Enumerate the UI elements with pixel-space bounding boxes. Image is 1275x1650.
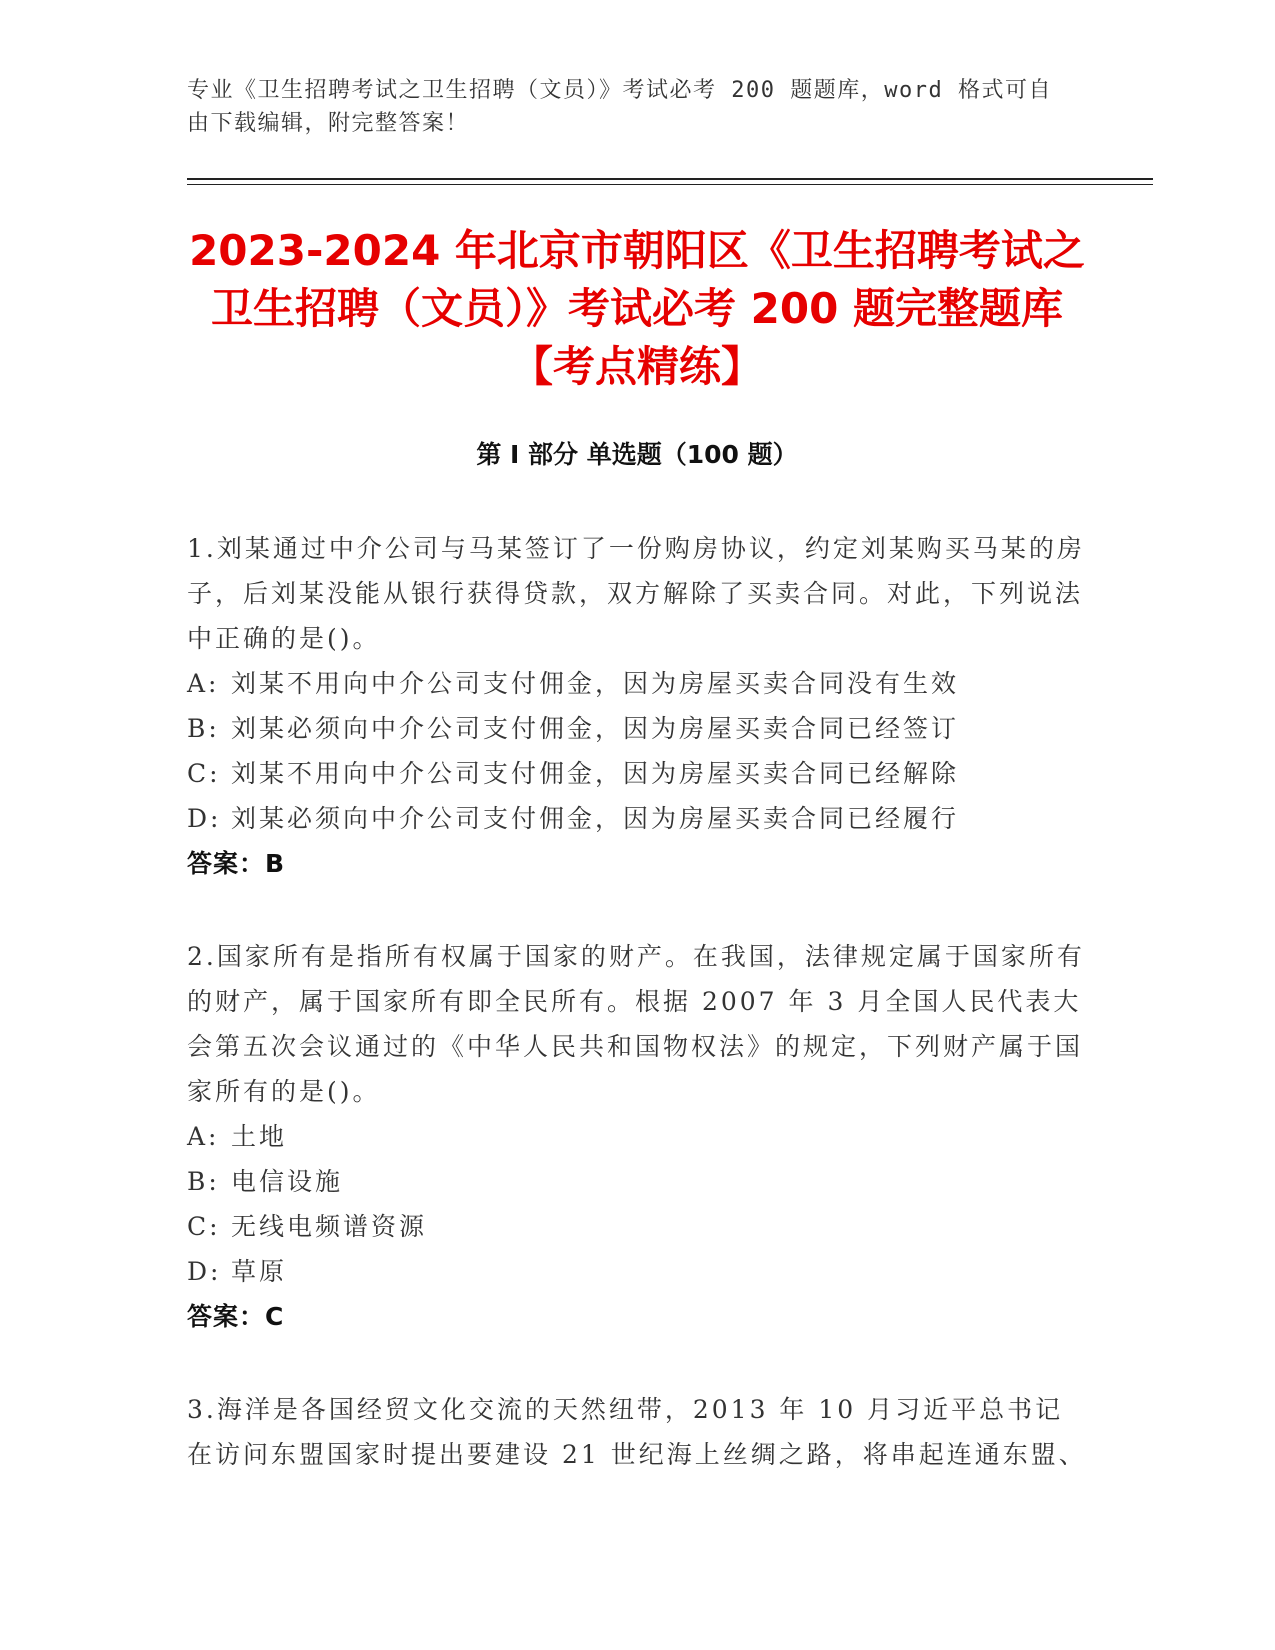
option-text: 电信设施 [231, 1167, 344, 1196]
option-key: C: [187, 1212, 221, 1241]
option-b [187, 706, 1087, 751]
option-text: 刘某不用向中介公司支付佣金，因为房屋买卖合同没有生效 [231, 669, 960, 698]
option-key: D: [187, 804, 222, 833]
option-key: C: [187, 759, 221, 788]
option-text: 刘某不用向中介公司支付佣金，因为房屋买卖合同已经解除 [231, 759, 960, 788]
header-note: 专业《卫生招聘考试之卫生招聘（文员）》考试必考 200 题题库，word 格式可自由下载编辑，附完整答案！ [187, 78, 1052, 136]
header-divider-thin [187, 184, 1153, 185]
option-a [187, 1114, 1087, 1159]
option-key: A: [187, 669, 220, 698]
option-b [187, 1159, 1087, 1204]
question-2 [187, 934, 1087, 1339]
option-d [187, 796, 1087, 841]
option-key: A: [187, 1122, 220, 1151]
option-d [187, 1249, 1087, 1294]
question-1 [187, 526, 1087, 886]
option-text: 无线电频谱资源 [231, 1212, 428, 1241]
option-key: B: [187, 714, 220, 743]
answer-label: 答案：C [187, 1302, 285, 1331]
question-list [187, 526, 1087, 1525]
option-key: B: [187, 1167, 220, 1196]
question-3 [187, 1387, 1087, 1477]
question-stem: 2.国家所有是指所有权属于国家的财产。在我国，法律规定属于国家所有的财产，属于国家所有即全民所有。根据 2007 年 3 月全国人民代表大会第五次会议通过的《中华人民共和国物权法》的规定，下列财产属于国家所有的是()。 [187, 942, 1085, 1106]
option-text: 草原 [231, 1257, 288, 1286]
option-c [187, 1204, 1087, 1249]
document-title: 2023-2024 年北京市朝阳区《卫生招聘考试之卫生招聘（文员）》考试必考 200 题完整题库【考点精练】 [189, 226, 1085, 391]
question-stem: 3.海洋是各国经贸文化交流的天然纽带，2013 年 10 月习近平总书记在访问东盟国家时提出要建设 21 世纪海上丝绸之路，将串起连通东盟、 [187, 1395, 1087, 1469]
option-key: D: [187, 1257, 222, 1286]
option-a [187, 661, 1087, 706]
answer-label: 答案：B [187, 849, 286, 878]
option-text: 刘某必须向中介公司支付佣金，因为房屋买卖合同已经签订 [231, 714, 960, 743]
section-heading: 第 I 部分 单选题（100 题） [476, 440, 798, 469]
option-text: 土地 [231, 1122, 288, 1151]
header-divider-thick [187, 178, 1153, 180]
question-stem: 1.刘某通过中介公司与马某签订了一份购房协议，约定刘某购买马某的房子，后刘某没能从银行获得贷款，双方解除了买卖合同。对此，下列说法中正确的是()。 [187, 534, 1085, 653]
option-c [187, 751, 1087, 796]
option-text: 刘某必须向中介公司支付佣金，因为房屋买卖合同已经履行 [231, 804, 960, 833]
